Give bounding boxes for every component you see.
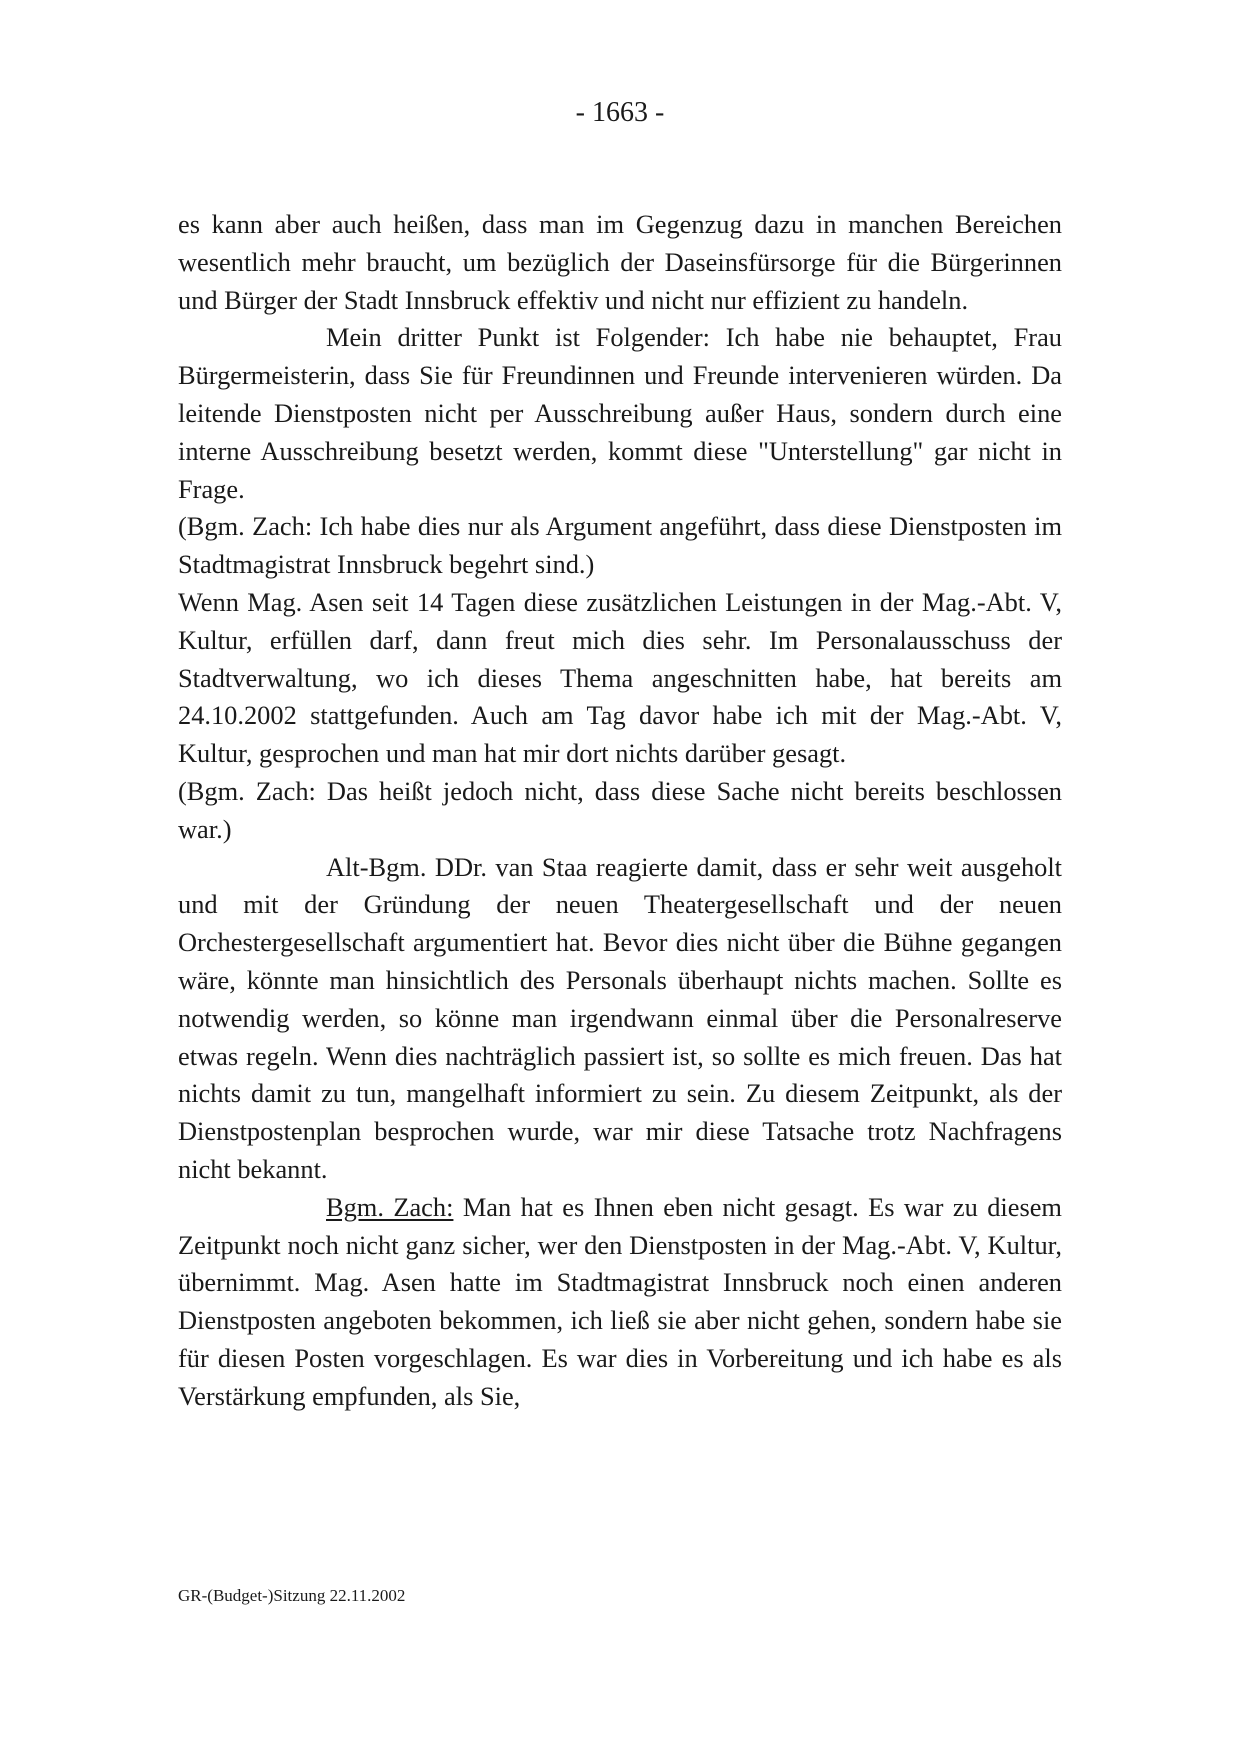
- interjection-zach-2: (Bgm. Zach: Das heißt jedoch nicht, dass diese Sache nicht bereits beschlossen war.): [178, 775, 1062, 844]
- paragraph-zach-statement: [178, 1189, 1062, 1416]
- paragraph-mag-asen: Wenn Mag. Asen seit 14 Tagen diese zusätzlichen Leistungen in der Mag.-Abt. V, Kultur, erfüllen darf, dann freut mich dies sehr. Im Personalausschuss der Stadtverwaltung, wo ich dieses Thema angeschnitten habe, hat bereits am 24.10.2002 stattgefunden. Auch am Tag davor habe ich mit der Mag.-Abt. V, Kultur, gesprochen und man hat mir dort nichts darüber gesagt.: [178, 586, 1062, 769]
- footer: GR-(Budget-)Sitzung 22.11.2002: [178, 1586, 406, 1605]
- document-body: [178, 206, 1062, 1416]
- speaker-label: Bgm. Zach:: [326, 1191, 454, 1222]
- paragraph-continuation: es kann aber auch heißen, dass man im Gegenzug dazu in manchen Bereichen wesentlich mehr braucht, um bezüglich der Daseinsfürsorge für die Bürgerinnen und Bürger der Stadt Innsbruck effektiv und nicht nur effizient zu handeln.: [178, 209, 1062, 315]
- page-number: - 1663 -: [575, 97, 665, 128]
- speaker-statement: Man hat es Ihnen eben nicht gesagt. Es war zu diesem Zeitpunkt noch nicht ganz sicher, wer den Dienstposten in der Mag.-Abt. V, Kultur, übernimmt. Mag. Asen hatte im Stadtmagistrat Innsbruck noch einen anderen Dienstposten angeboten bekommen, ich ließ sie aber nicht gehen, sondern habe sie für diesen Posten vorgeschlagen. Es war dies in Vorbereitung und ich habe es als Verstärkung empfunden, als Sie,: [178, 1191, 1062, 1411]
- paragraph-van-staa: Alt-Bgm. DDr. van Staa reagierte damit, dass er sehr weit ausgeholt und mit der Gründung der neuen Theatergesellschaft und der neuen Orchestergesellschaft argumentiert hat. Bevor dies nicht über die Bühne gegangen wäre, könnte man hinsichtlich des Personals überhaupt nichts machen. Sollte es notwendig werden, so könne man irgendwann einmal über die Personalreserve etwas regeln. Wenn dies nachträglich passiert ist, so sollte es mich freuen. Das hat nichts damit zu tun, mangelhaft informiert zu sein. Zu diesem Zeitpunkt, als der Dienstpostenplan besprochen wurde, war mir diese Tatsache trotz Nachfragens nicht bekannt.: [178, 851, 1062, 1184]
- interjection-zach-1: (Bgm. Zach: Ich habe dies nur als Argument angeführt, dass diese Dienstposten im Stadtmagistrat Innsbruck begehrt sind.): [178, 511, 1062, 580]
- paragraph-third-point: Mein dritter Punkt ist Folgender: Ich habe nie behauptet, Frau Bürgermeisterin, dass Sie für Freundinnen und Freunde intervenieren würden. Da leitende Dienstposten nicht per Ausschreibung außer Haus, sondern durch eine interne Ausschreibung besetzt werden, kommt diese "Unterstellung" gar nicht in Frage.: [178, 322, 1062, 504]
